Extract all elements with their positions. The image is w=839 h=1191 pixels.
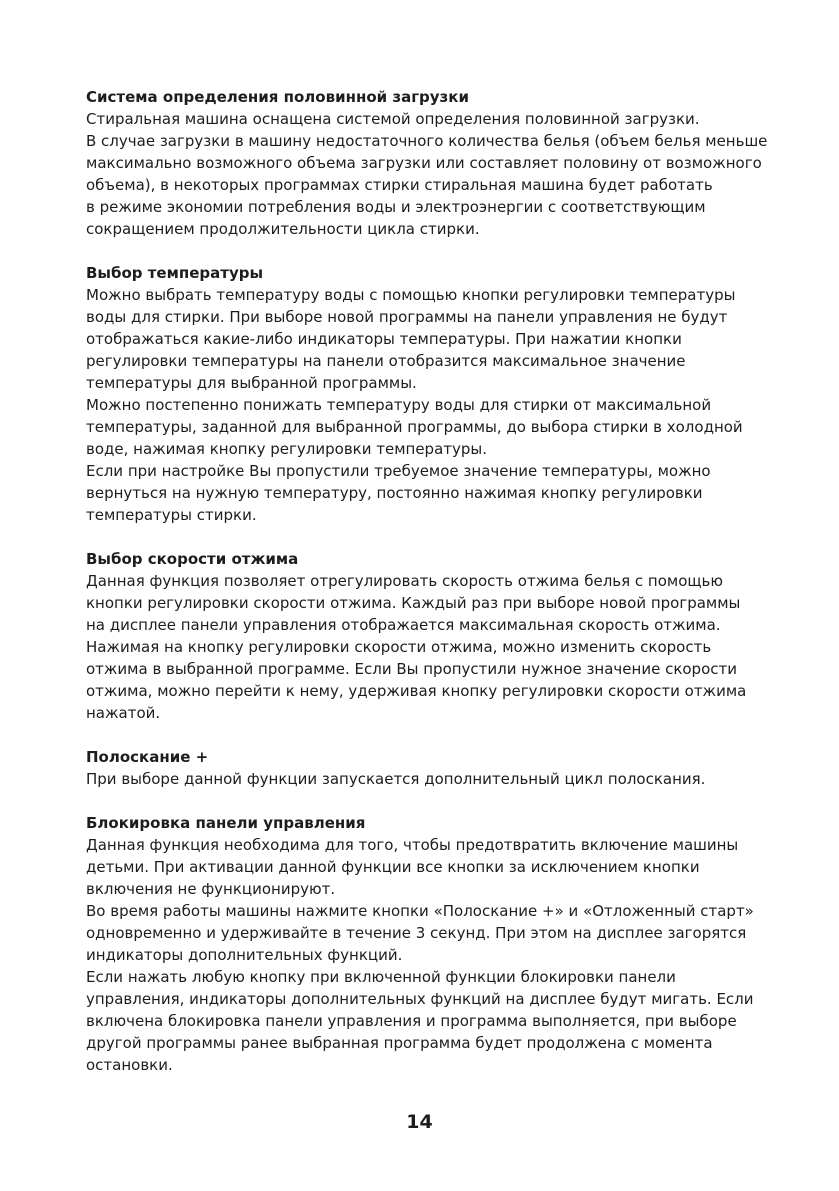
paragraph-line: детьми. При активации данной функции все кнопки за исключением кнопки [86,858,700,876]
document-body [86,86,766,1076]
paragraph-line: индикаторы дополнительных функций. [86,946,403,964]
section [86,548,766,724]
section [86,746,766,790]
section-heading: Система определения половинной загрузки [86,88,469,106]
paragraph-line: Нажимая на кнопку регулировки скорости отжима, можно изменить скорость [86,638,712,656]
paragraph-line: воде, нажимая кнопку регулировки температуры. [86,440,488,458]
section-heading: Блокировка панели управления [86,814,366,832]
document-page [86,86,766,1098]
paragraph-line: Можно выбрать температуру воды с помощью кнопки регулировки температуры [86,286,736,304]
paragraph-line: другой программы ранее выбранная программа будет продолжена с момента [86,1034,713,1052]
paragraph-line: отжима в выбранной программе. Если Вы пропустили нужное значение скорости [86,660,737,678]
paragraph-line: температуры стирки. [86,506,257,524]
paragraph-line: Данная функция позволяет отрегулировать скорость отжима белья с помощью [86,572,724,590]
paragraph-line: отжима, можно перейти к нему, удерживая кнопку регулировки скорости отжима [86,682,747,700]
page-number: 14 [406,1111,433,1133]
paragraph-line: вернуться на нужную температуру, постоянно нажимая кнопку регулировки [86,484,703,502]
section [86,812,766,1076]
paragraph-line: При выборе данной функции запускается дополнительный цикл полоскания. [86,770,706,788]
section-heading: Полоскание + [86,748,209,766]
section [86,262,766,526]
paragraph-line: остановки. [86,1056,173,1074]
paragraph-line: температуры, заданной для выбранной программы, до выбора стирки в холодной [86,418,743,436]
paragraph-line: нажатой. [86,704,161,722]
paragraph-line: Стиральная машина оснащена системой определения половинной загрузки. [86,110,700,128]
paragraph-line: объема), в некоторых программах стирки стиральная машина будет работать [86,176,713,194]
paragraph-line: включения не функционируют. [86,880,336,898]
paragraph-line: Данная функция необходима для того, чтобы предотвратить включение машины [86,836,739,854]
paragraph-line: Если нажать любую кнопку при включенной функции блокировки панели [86,968,676,986]
section-heading: Выбор скорости отжима [86,550,299,568]
paragraph-line: отображаться какие-либо индикаторы температуры. При нажатии кнопки [86,330,682,348]
paragraph-line: Во время работы машины нажмите кнопки «Полоскание +» и «Отложенный старт» [86,902,754,920]
paragraph-line: В случае загрузки в машину недостаточного количества белья (объем белья меньше [86,132,768,150]
paragraph-line: на дисплее панели управления отображается максимальная скорость отжима. [86,616,721,634]
paragraph-line: включена блокировка панели управления и программа выполняется, при выборе [86,1012,737,1030]
paragraph-line: регулировки температуры на панели отобразится максимальное значение [86,352,686,370]
paragraph-line: температуры для выбранной программы. [86,374,417,392]
paragraph-line: воды для стирки. При выборе новой программы на панели управления не будут [86,308,728,326]
paragraph-line: управления, индикаторы дополнительных функций на дисплее будут мигать. Если [86,990,754,1008]
paragraph-line: максимально возможного объема загрузки или составляет половину от возможного [86,154,762,172]
paragraph-line: в режиме экономии потребления воды и электроэнергии с соответствующим [86,198,706,216]
paragraph-line: Если при настройке Вы пропустили требуемое значение температуры, можно [86,462,711,480]
paragraph-line: Можно постепенно понижать температуру воды для стирки от максимальной [86,396,712,414]
paragraph-line: одновременно и удерживайте в течение 3 секунд. При этом на дисплее загорятся [86,924,747,942]
paragraph-line: кнопки регулировки скорости отжима. Каждый раз при выборе новой программы [86,594,741,612]
paragraph-line: сокращением продолжительности цикла стирки. [86,220,480,238]
section [86,86,766,240]
section-heading: Выбор температуры [86,264,264,282]
